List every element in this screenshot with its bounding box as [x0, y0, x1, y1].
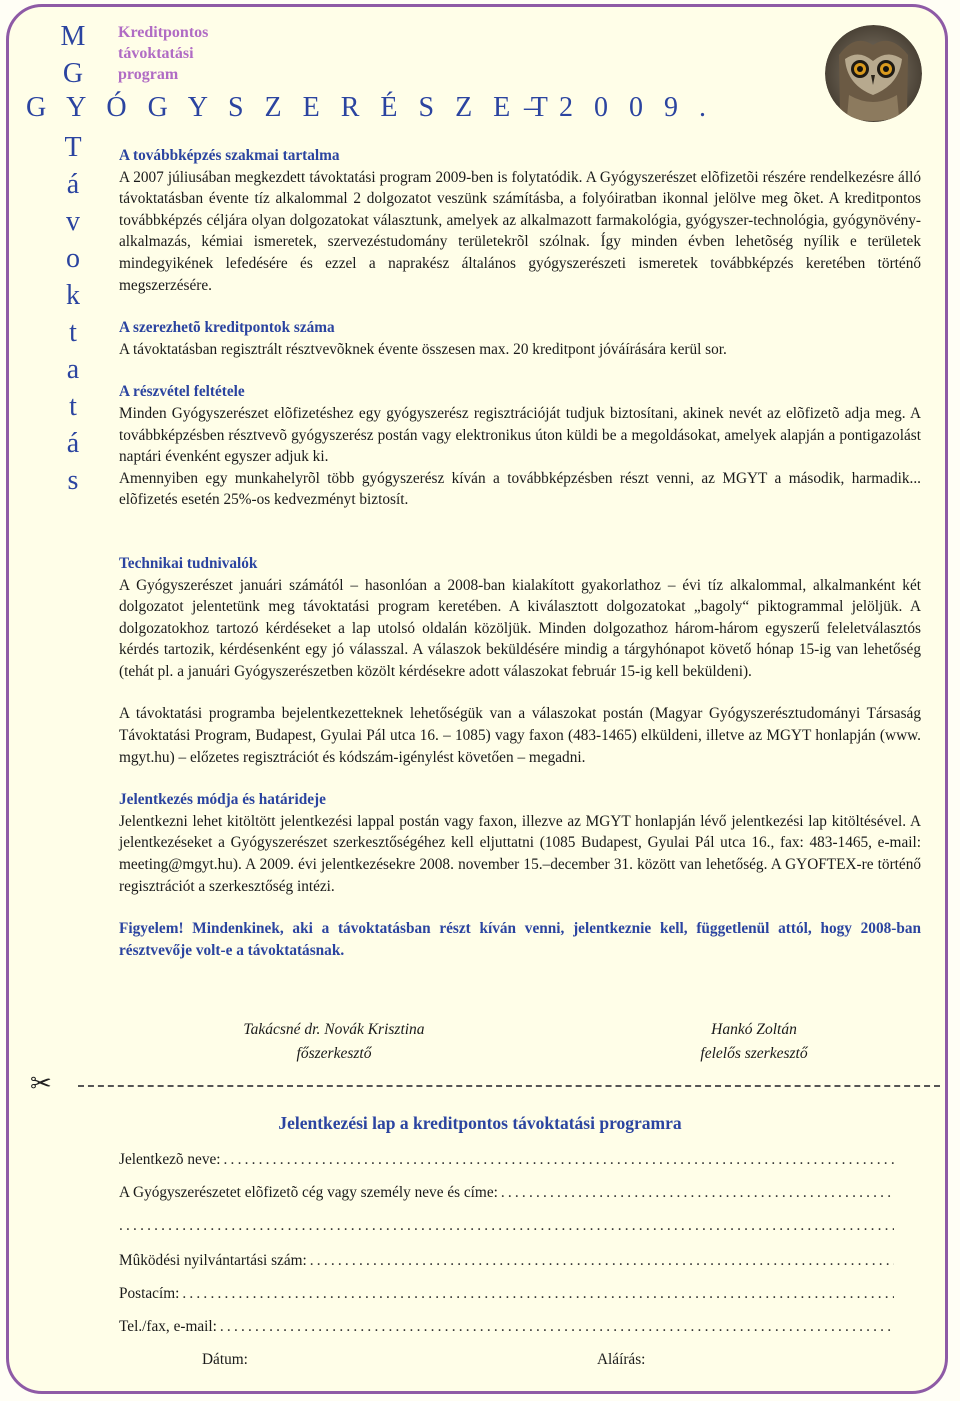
signature-role: főszerkesztő [296, 1045, 372, 1062]
signature-name: Takácsné dr. Novák Krisztina [243, 1021, 425, 1038]
section-heading: A részvétel feltétele [119, 383, 245, 401]
vertical-letter: t [69, 317, 77, 348]
section-text: A távoktatásban regisztrált résztvevõknek évente összesen max. 20 kreditpont jóváírására kerül sor. [119, 340, 727, 358]
form-title: Jelentkezési lap a kreditpontos távoktatási programra [278, 1113, 682, 1133]
section-text: A 2007 júliusában megkezdett távoktatási program 2009-ben is folytatódik. A Gyógyszerészet elõfizetõi részére rendelkezésre álló távoktatásban évente tíz alkalommal 2 dolgozatot veszünk számításba, a folyóiratban ikonnal jelölve meg õket. A kreditpontos továbbképzés céljára olyan dolgozatokat választunk, amelyek az alkalmazott farmakológia, gyógyszer-technológia, gyógynövény-alkalmazás, kémiai ismeretek, szervezéstudomány területekrõl szólnak. Így minden évben lehetõség nyílik e területek mindegyikének lefedésére és ezzel a naprakész általános gyógyszerészeti ismeretek továbbképzés keretében történő megszerzésére. [119, 168, 921, 294]
form-field-label: A Gyógyszerészetet elõfizetõ cég vagy személy neve és címe: [119, 1184, 498, 1201]
fill-line[interactable] [224, 1151, 894, 1169]
program-label-line: távoktatási [118, 45, 194, 62]
program-label [118, 22, 258, 85]
form-field-subscriber-cont[interactable] [119, 1217, 894, 1235]
notice-text: Figyelem! Mindenkinek, aki a távoktatásban részt kíván venni, jelentkeznie kell, függetlenül attól, hogy 2008-ban résztvevője volt-e a távoktatásnak. [119, 920, 921, 959]
vertical-letter: G [62, 58, 84, 89]
form-field-subscriber[interactable] [119, 1184, 894, 1202]
section-heading: A továbbképzés szakmai tartalma [119, 147, 340, 164]
signature-name: Hankó Zoltán [711, 1021, 797, 1038]
vertical-letter: t [69, 391, 77, 422]
vertical-letter: T [64, 132, 82, 163]
fill-line[interactable] [182, 1285, 894, 1303]
section-heading: Jelentkezés módja és határideje [119, 791, 326, 809]
section-text: A távoktatási programba bejelentkezetteknek lehetőségük van a válaszokat postán (Magyar Gyógyszerésztudományi Társaság Távoktatási Program, Budapest, Gyulai Pál utca 16. – 1085) vagy faxon (483-1465) elküldeni, illetve az MGYT honlapján (www. mgyt.hu) – előzetes regisztrációt és kódszám-igénylést követően – megadni. [119, 705, 921, 766]
signature-chief-editor [199, 1018, 469, 1066]
form-field-label: Tel./fax, e-mail: [119, 1318, 217, 1335]
form-field-name[interactable] [119, 1151, 894, 1169]
form-field-label: Jelentkezõ neve: [119, 1151, 221, 1168]
vertical-letter: s [67, 465, 79, 496]
vertical-letter: v [66, 206, 80, 237]
signature-role: felelős szerkesztő [700, 1045, 808, 1062]
scissors-icon: ✂ [30, 1069, 52, 1098]
vertical-letter: a [66, 354, 80, 385]
fill-line[interactable] [501, 1184, 894, 1202]
date-label[interactable]: Dátum: [202, 1351, 248, 1368]
form-field-contact[interactable] [119, 1318, 894, 1336]
section-heading: A szerezhetõ kreditpontok száma [119, 319, 335, 337]
vertical-letter: M [60, 21, 86, 52]
form-field-postal[interactable] [119, 1285, 894, 1303]
section-heading: Technikai tudnivalók [119, 554, 258, 572]
dashed-divider [78, 1085, 940, 1087]
program-label-line: Kreditpontos [118, 24, 209, 41]
page-title: G Y Ó G Y S Z E R É S Z E T [26, 92, 555, 123]
form-field-label: Mûködési nyilvántartási szám: [119, 1252, 307, 1269]
program-label-line: program [118, 66, 179, 83]
cut-line [30, 1069, 940, 1098]
section-text: Minden Gyógyszerészet elõfizetéshez egy gyógyszerész regisztrációját tudjuk biztosítani, akinek nevét az elõfizetõ adja meg. A továbbképzésben résztvevõ gyógyszerész postán vagy elektronikus úton küldi be a megoldásokat, amelyek alapján a pontigazolást naptári évenként egyszer adjuk ki. [119, 404, 921, 466]
main-content [119, 145, 921, 961]
signature-label[interactable]: Aláírás: [597, 1351, 646, 1368]
signature-editor [639, 1018, 869, 1066]
fill-line[interactable] [310, 1252, 894, 1270]
page-year: – 2 0 0 9 . [524, 92, 713, 123]
vertical-letter: o [66, 243, 80, 274]
section-text: A Gyógyszerészet januári számától – hasonlóan a 2008-ban kialakított gyakorlathoz – évi tíz alkalommal, alkalmanként két dolgozatot jelentetünk meg távoktatási program keretében. A kiválasztott dolgozatokat „bagoly“ piktogrammal jelöljük. A dolgozatokhoz tartozó kérdéseket a lap utolsó oldalán közöljük. Minden dolgozathoz három-három egyszerű feleletválasztós kérdés tartozik, kérdésenként egy jó válasszal. A válaszok beküldésére mindig a tárgyhónapot követő hónap 15-ig van lehetőség (tehát pl. a januári Gyógyszerészetben közölt kérdésekre adott válaszokat február 15-ig kell beküldeni). [119, 576, 921, 680]
form-field-license[interactable] [119, 1252, 894, 1270]
section-text: Amennyiben egy munkahelyrõl több gyógyszerész kíván a továbbképzésben részt venni, az MGYT a második, harmadik... elõfizetés esetén 25%-os kedvezményt biztosít. [119, 469, 921, 509]
fill-line[interactable] [119, 1217, 894, 1235]
vertical-letter: k [66, 280, 80, 311]
section-text: Jelentkezni lehet kitöltött jelentkezési lappal postán vagy faxon, illezve az MGYT honlapján lévő jelentkezési lap kitöltésével. A jelentkezéseket a Gyógyszerészet szerkesztőségéhez kell eljuttatni (1085 Budapest, Gyulai Pál utca 16., fax: 483-1465, e-mail: meeting@mgyt.hu). A 2009. évi jelentkezésekre 2008. november 15.–december 31. között van lehetőség. A GYOFTEX-re történő regisztrációt a szerkesztőség intézi. [119, 812, 921, 895]
vertical-letter: á [66, 169, 80, 200]
vertical-title [56, 18, 90, 499]
vertical-letter: á [66, 428, 80, 459]
fill-line[interactable] [220, 1318, 894, 1336]
form-field-label: Postacím: [119, 1285, 180, 1302]
